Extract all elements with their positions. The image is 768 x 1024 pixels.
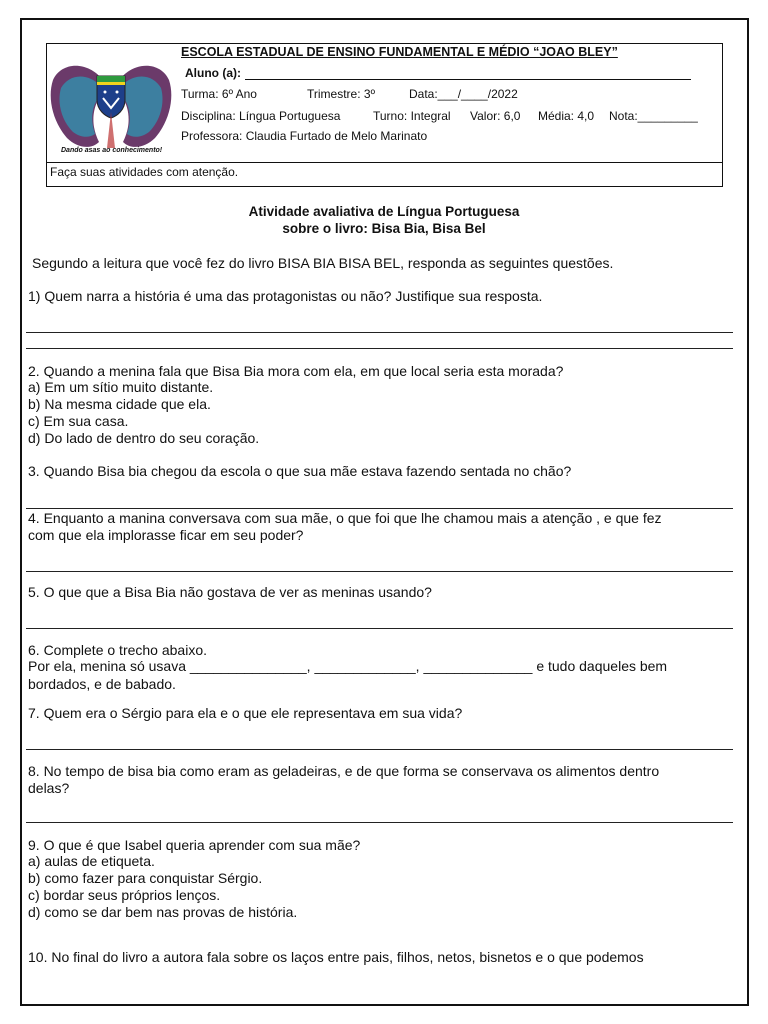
option-2d[interactable]: d) Do lado de dentro do seu coração. — [28, 430, 260, 446]
teacher-field: Professora: Claudia Furtado de Melo Marinato — [181, 129, 428, 143]
instruction-text: Faça suas atividades com atenção. — [50, 165, 239, 179]
answer-line-8[interactable] — [26, 822, 733, 823]
answer-line-5[interactable] — [26, 628, 733, 629]
option-2b[interactable]: b) Na mesma cidade que ela. — [28, 396, 211, 412]
question-1: 1) Quem narra a história é uma das protagonistas ou não? Justifique sua resposta. — [28, 288, 543, 304]
question-3: 3. Quando Bisa bia chegou da escola o que sua mãe estava fazendo sentada no chão? — [28, 463, 572, 479]
header-divider — [47, 162, 722, 163]
school-name: ESCOLA ESTADUAL DE ENSINO FUNDAMENTAL E MÉDIO “JOAO BLEY” — [181, 45, 618, 59]
option-2c[interactable]: c) Em sua casa. — [28, 413, 129, 429]
question-6-blanks[interactable]: Por ela, menina só usava _______________, _____________, ______________ e tudo daqueles bem — [28, 658, 668, 674]
header-row-class — [181, 87, 518, 101]
student-name-line[interactable] — [245, 79, 691, 80]
value-field: Valor: 6,0 — [470, 109, 521, 123]
question-10: 10. No final do livro a autora fala sobre os laços entre pais, filhos, netos, bisnetos e o que podemos — [28, 949, 644, 965]
question-6: 6. Complete o trecho abaixo. — [28, 642, 207, 658]
question-8-line2: delas? — [28, 780, 70, 796]
student-label: Aluno (a): — [185, 66, 241, 80]
question-4-line2: com que ela implorasse ficar em seu poder? — [28, 527, 304, 543]
option-9c[interactable]: c) bordar seus próprios lenços. — [28, 887, 221, 903]
question-8-line1: 8. No tempo de bisa bia como eram as geladeiras, e de que forma se conservava os alimentos dentro — [28, 763, 660, 779]
grade-field[interactable]: Nota:_________ — [609, 109, 698, 123]
school-logo-wings-icon — [47, 50, 175, 158]
activity-title: Atividade avaliativa de Língua Portuguesa — [248, 204, 520, 219]
shift-field: Turno: Integral — [373, 109, 451, 123]
term-field: Trimestre: 3º — [307, 87, 375, 101]
answer-line-4[interactable] — [26, 571, 733, 572]
header-row-subject — [181, 109, 698, 123]
option-9d[interactable]: d) como se dar bem nas provas de história. — [28, 904, 298, 920]
answer-line-1b[interactable] — [26, 348, 733, 349]
option-9b[interactable]: b) como fazer para conquistar Sérgio. — [28, 870, 263, 886]
question-4-line1: 4. Enquanto a manina conversava com sua mãe, o que foi que lhe chamou mais a atenção , e que fez — [28, 510, 662, 526]
activity-subtitle: sobre o livro: Bisa Bia, Bisa Bel — [282, 221, 486, 236]
date-field[interactable]: Data:___/____/2022 — [409, 87, 518, 101]
header-box — [46, 43, 723, 187]
question-7: 7. Quem era o Sérgio para ela e o que ele representava em sua vida? — [28, 705, 463, 721]
option-9a[interactable]: a) aulas de etiqueta. — [28, 853, 155, 869]
question-6-end: bordados, e de babado. — [28, 676, 176, 692]
question-9: 9. O que é que Isabel queria aprender com sua mãe? — [28, 837, 361, 853]
answer-line-7[interactable] — [26, 749, 733, 750]
intro-text: Segundo a leitura que você fez do livro BISA BIA BISA BEL, responda as seguintes questões. — [32, 255, 614, 271]
answer-line-3[interactable] — [26, 508, 733, 509]
option-2a[interactable]: a) Em um sítio muito distante. — [28, 379, 214, 395]
question-5: 5. O que que a Bisa Bia não gostava de ver as meninas usando? — [28, 584, 432, 600]
answer-line-1a[interactable] — [26, 332, 733, 333]
class-field: Turma: 6º Ano — [181, 87, 257, 101]
average-field: Média: 4,0 — [538, 109, 595, 123]
question-2: 2. Quando a menina fala que Bisa Bia mora com ela, em que local seria esta morada? — [28, 363, 564, 379]
logo-caption: Dando asas ao conhecimento! — [61, 147, 163, 154]
subject-field: Disciplina: Língua Portuguesa — [181, 109, 341, 123]
